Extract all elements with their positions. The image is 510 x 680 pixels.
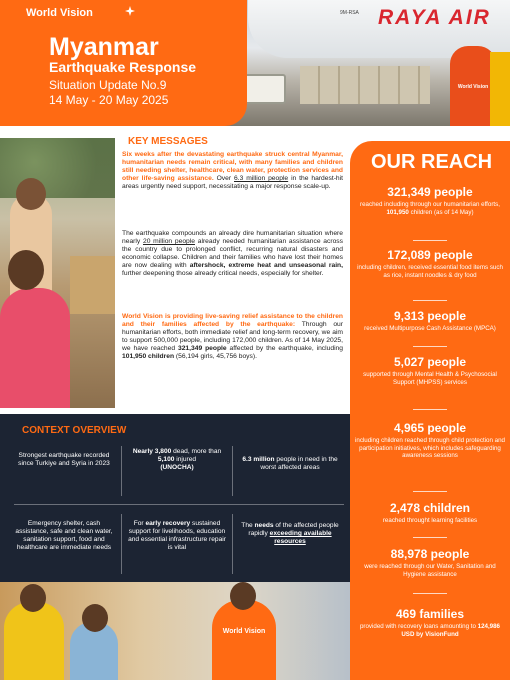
text-span: further deepening those already critical needs, especially for shelter. [122, 270, 324, 277]
hazards-text: aftershock, extreme heat and unseasonal rain, [189, 262, 344, 269]
divider [413, 300, 447, 301]
worker-vest-text: World Vision [457, 84, 489, 90]
children-photo [0, 138, 115, 408]
response-lead: World Vision is providing live-saving relief assistance to the children and their families affected by the earthquake: [122, 313, 343, 328]
text-span: dead, more than [171, 448, 222, 455]
reach-stat-number: 88,978 people [390, 547, 470, 561]
divider [413, 491, 447, 492]
context-fact-resource-gap [236, 522, 344, 546]
text-span: 5,100 [157, 456, 175, 463]
plane-livery-text: RAYA AIR [378, 6, 491, 29]
cardboard-box-image [70, 256, 115, 314]
text-span: people in need in the worst affected areas [260, 456, 338, 471]
text-span: reached including through our humanitarian efforts, [360, 201, 500, 208]
plane-registration: 9M-RSA [340, 10, 359, 16]
text-span: of the affected people rapidly [248, 522, 339, 537]
reach-stat-number: 2,478 children [389, 501, 471, 515]
context-overview-heading: CONTEXT OVERVIEW [22, 425, 127, 436]
staff-head-image [230, 582, 256, 610]
world-vision-star-icon [125, 6, 135, 16]
key-message-lead: Six weeks after the devastating earthquake struck central Myanmar, humanitarian needs remain critical, with many families and children still needing shelter, healthcare, clean water, protection services and other life-saving assistance. [122, 151, 343, 182]
families-photo [0, 582, 350, 680]
prior-need-figure: 20 million people [142, 238, 195, 245]
reach-stat-number: 4,965 people [393, 421, 467, 435]
text-span: provided with recovery loans amounting to [359, 623, 478, 630]
text-span: injured [174, 456, 197, 463]
reach-stat-description: including children, received essential food items such as rice, instant noodles & dry food [357, 264, 503, 279]
divider [14, 504, 344, 505]
reach-stat [354, 355, 506, 386]
reach-stat [354, 607, 506, 638]
reach-stat-description [354, 623, 506, 638]
children-reached-figure: 101,950 children [122, 353, 175, 360]
our-reach-panel [350, 141, 510, 680]
text-span: 124,986 USD by VisionFund [401, 623, 500, 638]
divider [121, 514, 122, 574]
key-message-paragraph-3 [122, 313, 343, 361]
context-fact-people-in-need [236, 456, 344, 472]
people-reached-figure: 321,349 people [177, 345, 227, 352]
reach-stat-number: 5,027 people [393, 355, 467, 369]
relief-crates-image [300, 66, 430, 104]
divider [413, 409, 447, 410]
reach-stat-description [354, 201, 506, 216]
text-span: already needed humanitarian assistance across the country due to prolonged conflict, recurring natural disasters and economic collapse. Children and their families who have lost their homes are now dealing with [122, 238, 343, 269]
child-head-image [16, 178, 46, 210]
text-span: Through our humanitarian efforts, both immediate relief and long-term recovery, we aim to support 500,000 people, including 172,000 children. As of 14 May 2025, we have reached [122, 321, 343, 352]
text-span: 101,950 [386, 208, 409, 216]
divider [121, 446, 122, 496]
people-in-need-figure: 6.3 million people [234, 175, 289, 182]
text-span: exceeding available resources [269, 530, 332, 545]
reach-stat [354, 501, 506, 525]
divider [413, 240, 447, 241]
child-head-image [82, 604, 108, 632]
text-span: 6.3 million [242, 456, 275, 463]
divider [232, 446, 233, 496]
reach-stat-number: 172,089 people [387, 248, 473, 262]
page-subtitle: Earthquake Response [49, 59, 197, 75]
text-span: The earthquake compounds an already dire humanitarian situation where nearly [122, 230, 343, 245]
reach-stat-description: supported through Mental Health & Psychosocial Support (MHPSS) services [363, 371, 497, 386]
text-span: Nearly 3,800 [132, 448, 172, 455]
page-title: Myanmar [49, 33, 159, 61]
reach-stat-description: were reached through our Water, Sanitation and Hygiene assistance [364, 563, 496, 578]
key-message-paragraph-2 [122, 230, 343, 278]
context-fact-immediate-needs: Emergency shelter, cash assistance, safe and clean water, sanitation support, food and healthcare are immediate needs [15, 520, 113, 551]
key-messages-heading: KEY MESSAGES [128, 136, 208, 147]
key-message-paragraph-1 [122, 151, 343, 191]
reach-stat [354, 309, 506, 333]
divider [232, 514, 233, 574]
text-span: children (as of 14 May) [408, 208, 474, 216]
text-span: early recovery [145, 520, 191, 527]
context-fact-magnitude: Strongest earthquake recorded since Turkiye and Syria in 2023 [18, 452, 110, 467]
context-overview-panel [0, 414, 350, 582]
text-span: Over [213, 175, 234, 182]
reach-stat-number: 469 families [395, 607, 465, 621]
header-banner [0, 0, 510, 126]
staff-member-image [212, 600, 276, 680]
text-span: needs [254, 522, 274, 529]
reach-stat-description: including children reached through child protection and participation initiatives, which includes safeguarding awareness sessions [355, 437, 505, 460]
divider [413, 593, 447, 594]
text-span: (56,194 girls, 45,756 boys). [174, 353, 257, 360]
update-dates: 14 May - 20 May 2025 [49, 93, 169, 107]
title-panel [0, 0, 247, 126]
context-fact-recovery [126, 520, 228, 552]
girl-head-image [8, 250, 44, 290]
text-span: in the hardest-hit areas urgently need support, necessitating a major response scale-up. [122, 175, 343, 190]
world-vision-logo: World Vision [26, 7, 93, 19]
reach-stat-number: 321,349 people [387, 185, 473, 199]
divider [413, 346, 447, 347]
staff-vest-text: World Vision [222, 628, 266, 635]
text-span: The [241, 522, 255, 529]
girl-image [4, 602, 64, 680]
reach-stat-description: received Multipurpose Cash Assistance (MPCA) [364, 325, 496, 332]
our-reach-heading: OUR REACH [371, 151, 493, 173]
text-span: For [133, 520, 146, 527]
girl-head-image [20, 584, 46, 612]
reach-stat [354, 421, 506, 460]
reach-stat-description: reached throught learning facilities [382, 517, 478, 524]
text-span: (UNOCHA) [160, 464, 194, 471]
divider [413, 537, 447, 538]
reach-stat [354, 547, 506, 578]
reach-stat [354, 248, 506, 279]
text-span: sustained support for livelihoods, education and essential infrastructure repair is vital [128, 520, 226, 551]
reach-stat-number: 9,313 people [393, 309, 467, 323]
text-span: affected by the earthquake, including [226, 345, 343, 352]
reach-stat [354, 185, 506, 216]
update-number: Situation Update No.9 [49, 78, 167, 92]
girl-image [0, 288, 70, 408]
context-fact-casualties [128, 448, 226, 472]
